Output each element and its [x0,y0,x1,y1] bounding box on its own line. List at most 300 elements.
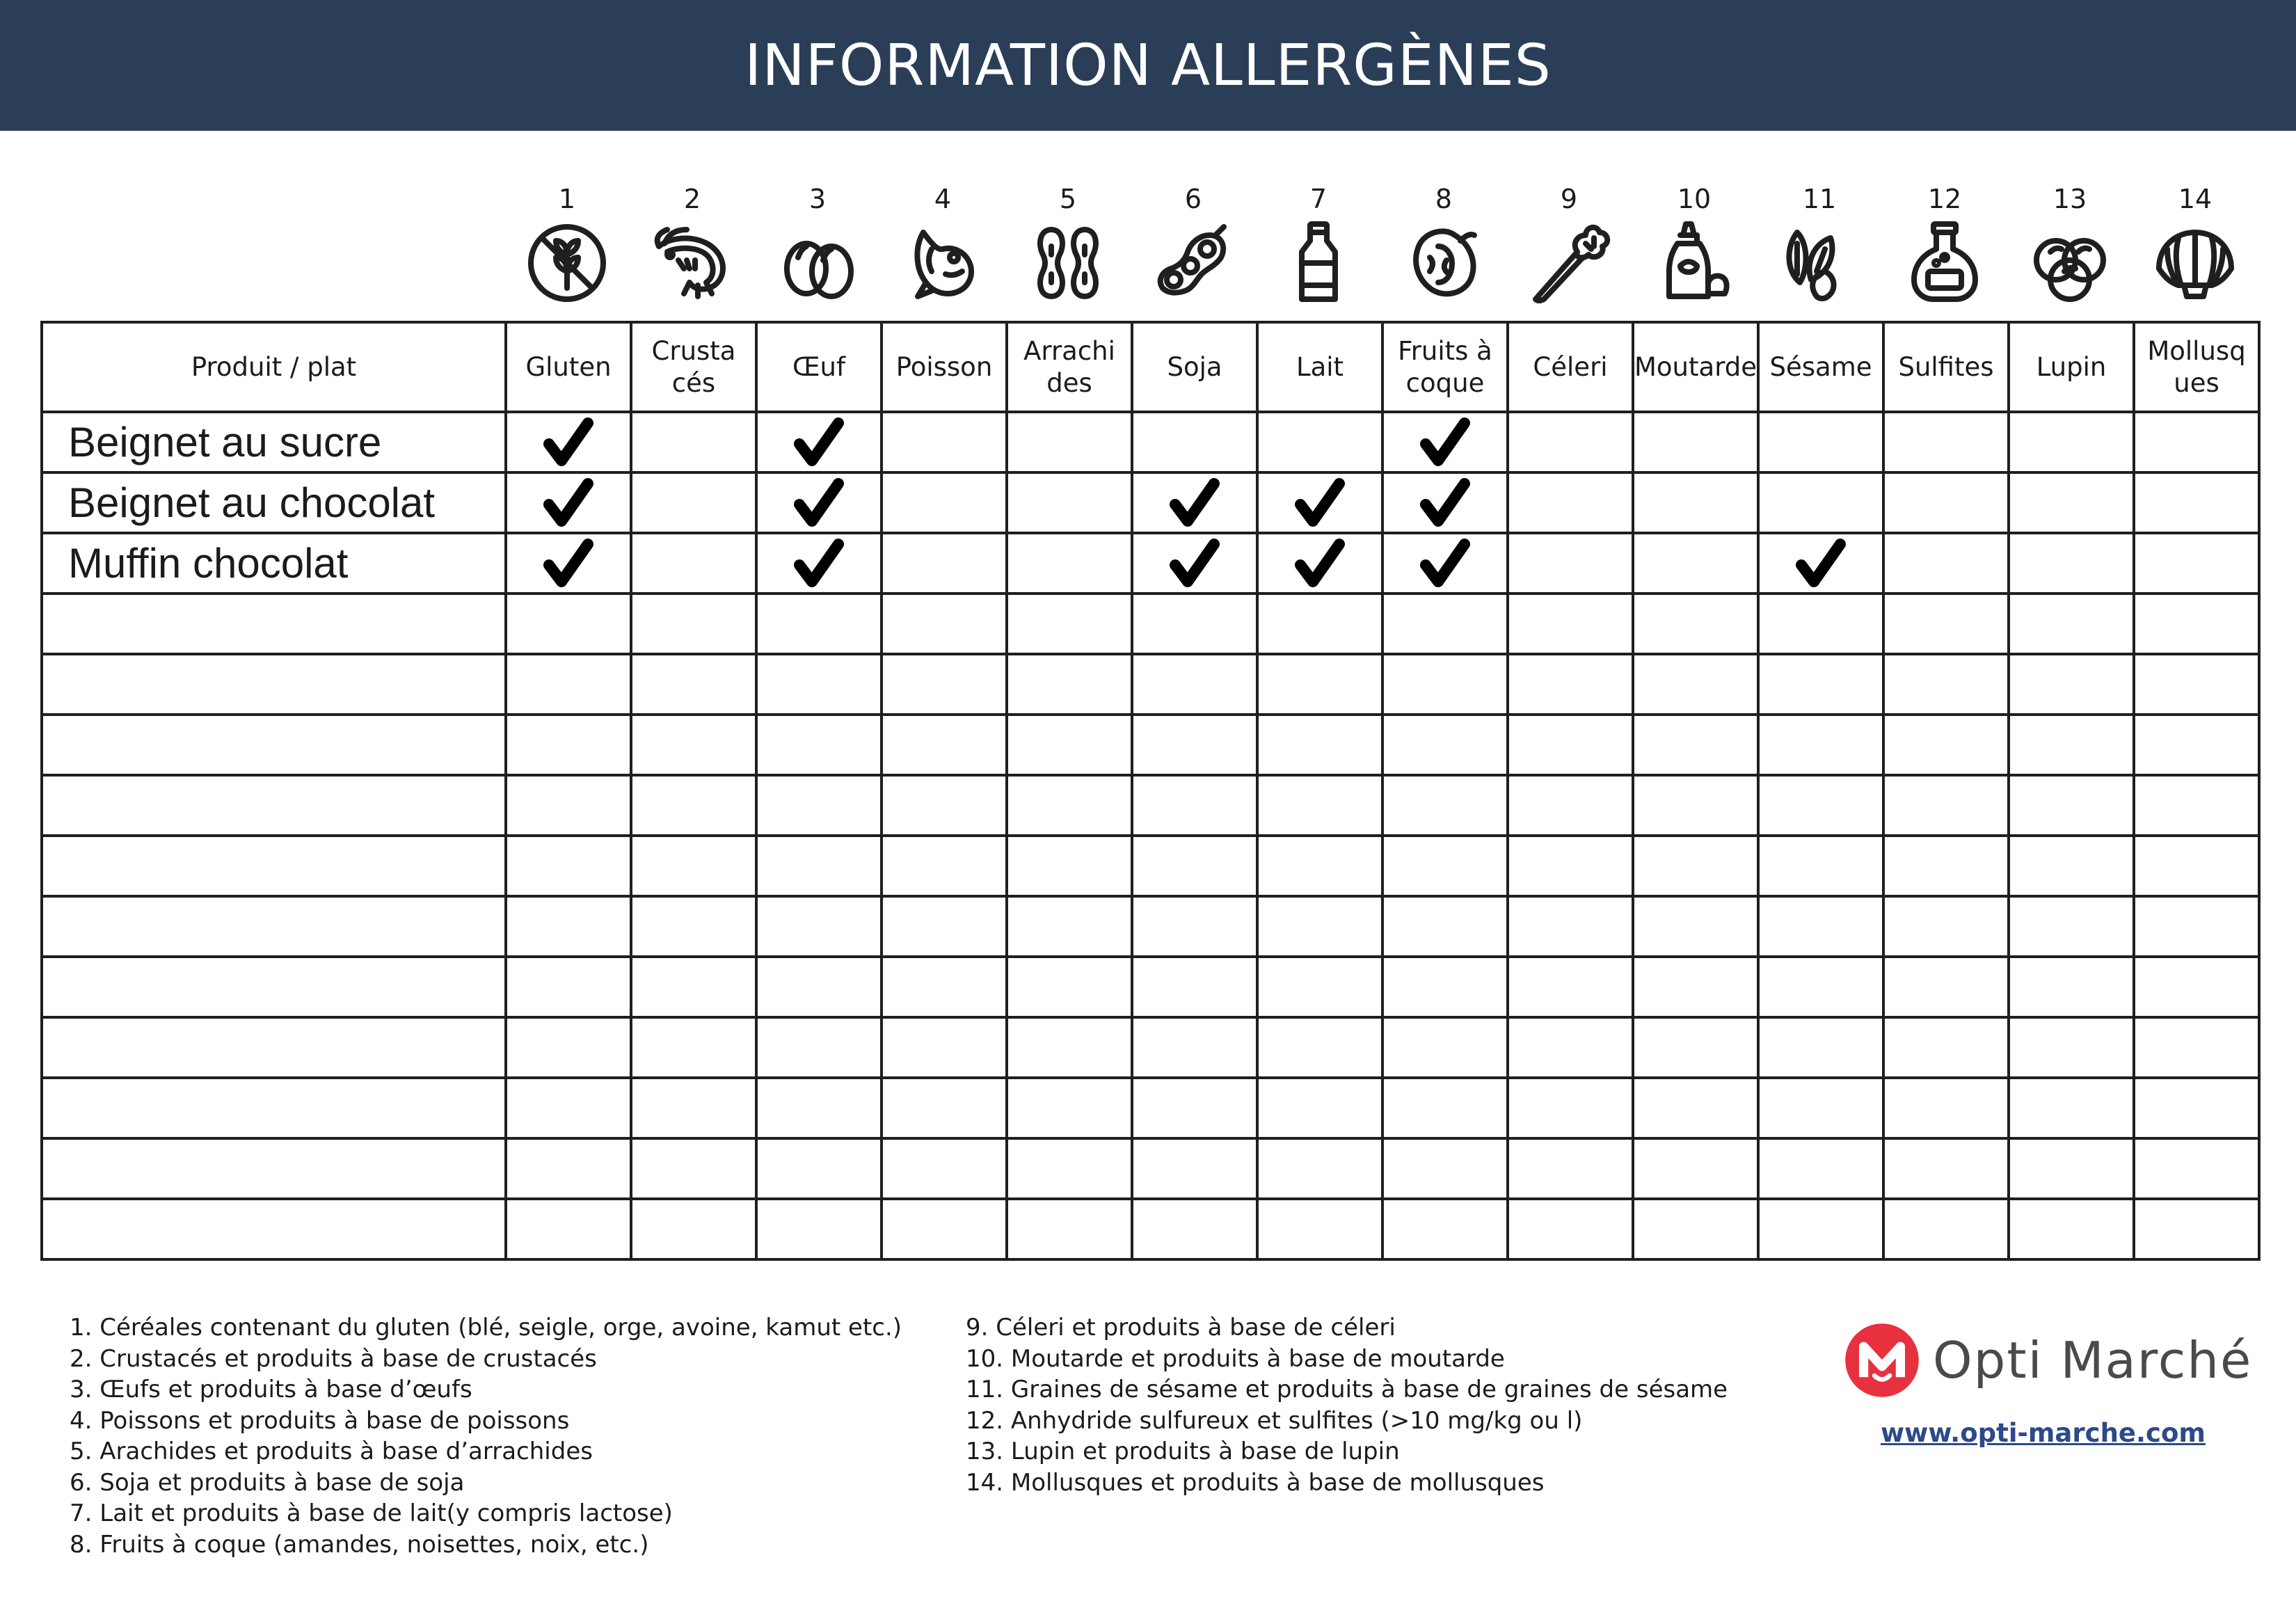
allergen-cell[interactable] [1382,957,1508,1017]
legend-item: 8. Fruits à coque (amandes, noisettes, noix, etc.) [70,1530,649,1559]
allergen-cell[interactable] [1508,1138,1633,1199]
allergen-cell[interactable] [2134,775,2259,836]
allergen-cell[interactable] [1883,412,2009,472]
table-row [42,594,2259,654]
allergen-cell[interactable] [1508,472,1633,533]
allergen-cell[interactable] [1382,775,1508,836]
legend-item: 4. Poissons et produits à base de poissons [70,1406,570,1435]
allergen-cell[interactable] [631,594,756,654]
allergen-cell[interactable] [1132,836,1257,896]
allergen-cell[interactable] [882,715,1007,775]
allergen-cell[interactable] [1257,472,1382,533]
allergen-header-9 [1506,180,1632,319]
allergen-cell[interactable] [1633,654,1758,715]
allergen-cell[interactable] [1007,533,1132,594]
allergen-cell[interactable] [506,412,631,472]
allergen-cell[interactable] [882,533,1007,594]
allergen-cell[interactable] [1007,957,1132,1017]
allergen-cell[interactable] [1633,594,1758,654]
allergen-cell[interactable] [1007,775,1132,836]
allergen-cell[interactable] [1758,896,1883,957]
allergen-cell[interactable] [1758,594,1883,654]
legend-item: 11. Graines de sésame et produits à base de graines de sésame [966,1376,1728,1403]
fish-icon [898,218,987,308]
allergen-cell[interactable] [1758,775,1883,836]
allergen-cell[interactable] [1883,1078,2009,1138]
allergen-label-part: Lupin [2036,351,2107,382]
allergen-cell[interactable] [631,1017,756,1078]
table-row [42,957,2259,1017]
checkmark-icon [1793,536,1849,591]
allergen-cell[interactable] [631,896,756,957]
allergen-cell[interactable] [1132,472,1257,533]
allergen-column-header [2134,322,2259,412]
allergen-cell[interactable] [2134,533,2259,594]
allergen-cell[interactable] [1382,472,1508,533]
allergen-cell[interactable] [756,715,882,775]
allergen-cell[interactable] [1758,957,1883,1017]
allergen-cell[interactable] [506,1017,631,1078]
allergen-cell[interactable] [506,896,631,957]
allergen-cell[interactable] [1758,1199,1883,1259]
allergen-cell[interactable] [882,1078,1007,1138]
allergen-column-header [2009,322,2134,412]
allergen-column-header [756,322,882,412]
product-name-cell[interactable] [42,836,506,896]
allergen-cell[interactable] [2009,896,2134,957]
allergen-cell[interactable] [1633,836,1758,896]
allergen-cell[interactable] [1132,896,1257,957]
allergen-cell[interactable] [1007,1199,1132,1259]
allergen-cell[interactable] [1382,836,1508,896]
allergen-cell[interactable] [2134,836,2259,896]
allergen-number: 8 [1435,184,1453,214]
legend-item: 12. Anhydride sulfureux et sulfites (>10 mg/kg ou l) [966,1406,1583,1435]
allergen-cell[interactable] [2009,957,2134,1017]
allergen-column-header [1508,322,1633,412]
allergen-cell[interactable] [631,533,756,594]
allergen-cell[interactable] [756,472,882,533]
allergen-number: 1 [558,184,576,214]
allergen-cell[interactable] [2009,594,2134,654]
allergen-cell[interactable] [631,1078,756,1138]
allergen-cell[interactable] [882,1199,1007,1259]
allergen-cell[interactable] [1758,836,1883,896]
allergen-cell[interactable] [2009,1199,2134,1259]
allergen-cell[interactable] [506,1078,631,1138]
product-column-header: Produit / plat [42,322,506,412]
allergen-cell[interactable] [1257,412,1382,472]
allergen-column-header [1633,322,1758,412]
allergen-cell[interactable] [2009,836,2134,896]
allergen-cell[interactable] [1007,1138,1132,1199]
allergen-header-13 [2007,180,2132,319]
allergen-cell[interactable] [1007,594,1132,654]
allergen-cell[interactable] [506,533,631,594]
allergen-cell[interactable] [1633,715,1758,775]
allergen-header-11 [1757,180,1882,319]
allergen-cell[interactable] [1007,472,1132,533]
allergen-cell[interactable] [1633,1078,1758,1138]
allergen-header-2 [630,180,755,319]
allergen-cell[interactable] [1883,896,2009,957]
allergen-cell[interactable] [1132,412,1257,472]
legend-item: 7. Lait et produits à base de lait(y compris lactose) [70,1499,673,1527]
milk-icon [1274,218,1363,308]
checkmark-icon [541,475,596,531]
allergen-cell[interactable] [1508,836,1633,896]
allergen-cell[interactable] [882,594,1007,654]
allergen-cell[interactable] [1508,957,1633,1017]
allergen-column-header [1382,322,1508,412]
allergen-cell[interactable] [1257,836,1382,896]
allergen-cell[interactable] [506,836,631,896]
allergen-column-header [882,322,1007,412]
allergen-cell[interactable] [506,1138,631,1199]
allergen-cell[interactable] [1382,715,1508,775]
product-name-cell[interactable] [42,594,506,654]
allergen-cell[interactable] [631,715,756,775]
allergen-cell[interactable] [1883,836,2009,896]
allergen-cell[interactable] [1883,533,2009,594]
allergen-cell[interactable] [1883,957,2009,1017]
allergen-label-part: Gluten [525,351,612,382]
allergen-cell[interactable] [882,836,1007,896]
product-name-cell[interactable] [42,1078,506,1138]
allergen-cell[interactable] [1633,412,1758,472]
allergen-cell[interactable] [1382,1078,1508,1138]
allergen-cell[interactable] [1257,957,1382,1017]
legend-item: 9. Céleri et produits à base de céleri [966,1314,1396,1342]
allergen-cell[interactable] [1758,412,1883,472]
allergen-cell[interactable] [631,775,756,836]
allergen-cell[interactable] [1132,957,1257,1017]
allergen-cell[interactable] [1633,896,1758,957]
allergen-cell[interactable] [1007,896,1132,957]
allergen-cell[interactable] [1758,654,1883,715]
allergen-cell[interactable] [882,654,1007,715]
allergen-cell[interactable] [1508,412,1633,472]
shrimp-icon [648,218,737,308]
allergen-cell[interactable] [756,1199,882,1259]
celery-icon [1524,218,1613,308]
allergen-cell[interactable] [506,775,631,836]
table-row [42,715,2259,775]
allergen-cell[interactable] [882,775,1007,836]
allergen-cell[interactable] [882,1017,1007,1078]
allergen-cell[interactable] [1758,1138,1883,1199]
allergen-header-14 [2132,180,2258,319]
allergen-label-part: Mollusq [2147,335,2246,366]
allergen-cell[interactable] [1132,775,1257,836]
brand-url-link[interactable]: www.opti-marche.com [1881,1418,2206,1448]
allergen-cell[interactable] [506,594,631,654]
product-name-cell[interactable] [42,715,506,775]
allergen-label-part: Moutarde [1634,351,1757,382]
allergen-cell[interactable] [631,836,756,896]
allergen-cell[interactable] [1132,1078,1257,1138]
allergen-cell[interactable] [631,957,756,1017]
allergen-cell[interactable] [1633,472,1758,533]
allergen-label-part: Céleri [1533,351,1608,382]
checkmark-icon [1292,475,1348,531]
checkmark-icon [541,415,596,470]
allergen-cell[interactable] [1508,654,1633,715]
allergen-cell[interactable] [1382,654,1508,715]
allergen-cell[interactable] [756,1078,882,1138]
allergen-cell[interactable] [2134,896,2259,957]
allergen-cell[interactable] [1633,957,1758,1017]
allergen-header-6 [1131,180,1256,319]
allergen-cell[interactable] [1257,1078,1382,1138]
allergen-cell[interactable] [756,775,882,836]
allergen-number: 2 [683,184,701,214]
allergen-cell[interactable] [1007,715,1132,775]
allergen-cell[interactable] [2134,1138,2259,1199]
allergen-cell[interactable] [1508,594,1633,654]
soy-icon [1149,218,1238,308]
allergen-cell[interactable] [756,836,882,896]
lupin-icon [2025,218,2114,308]
allergen-label-part: Œuf [792,351,846,382]
allergen-cell[interactable] [1257,715,1382,775]
allergen-label-part: Sulfites [1898,351,1994,382]
allergen-number: 9 [1560,184,1578,214]
allergen-cell[interactable] [1382,896,1508,957]
allergen-cell[interactable] [1883,472,2009,533]
allergen-cell[interactable] [1382,533,1508,594]
table-row [42,533,2259,594]
table-row [42,1138,2259,1199]
allergen-cell[interactable] [506,1199,631,1259]
allergen-label-part: Arrachi [1023,335,1115,366]
allergen-label-part: ues [2174,367,2219,398]
allergen-cell[interactable] [1132,715,1257,775]
sulfites-icon [1900,218,1989,308]
legend-item: 13. Lupin et produits à base de lupin [966,1438,1400,1465]
product-name-cell[interactable]: Beignet au sucre [42,412,506,472]
allergen-cell[interactable] [756,1138,882,1199]
allergen-cell[interactable] [506,654,631,715]
allergen-cell[interactable] [1382,1017,1508,1078]
allergen-cell[interactable] [1508,775,1633,836]
allergen-number: 11 [1802,184,1837,214]
allergen-cell[interactable] [1382,1138,1508,1199]
allergen-cell[interactable] [756,594,882,654]
table-row [42,836,2259,896]
allergen-cell[interactable] [2134,957,2259,1017]
allergen-cell[interactable] [1758,715,1883,775]
shell-icon [2151,218,2240,308]
product-name-cell[interactable] [42,1017,506,1078]
legend-item: 14. Mollusques et produits à base de mollusques [966,1468,1545,1497]
table-row [42,1078,2259,1138]
allergen-cell[interactable] [631,472,756,533]
allergen-cell[interactable] [756,957,882,1017]
allergen-cell[interactable] [1633,1199,1758,1259]
allergen-cell[interactable] [756,654,882,715]
allergen-cell[interactable] [2009,654,2134,715]
allergen-cell[interactable] [2009,1078,2134,1138]
table-row [42,654,2259,715]
product-name-cell[interactable] [42,654,506,715]
allergen-cell[interactable] [1508,715,1633,775]
allergen-cell[interactable] [1007,412,1132,472]
legend-item: 10. Moutarde et produits à base de moutarde [966,1344,1505,1373]
legend-item: 1. Céréales contenant du gluten (blé, seigle, orge, avoine, kamut etc.) [70,1314,902,1342]
legend-item: 6. Soja et produits à base de soja [70,1468,465,1497]
allergen-cell[interactable] [2134,715,2259,775]
allergen-cell[interactable] [1883,715,2009,775]
allergen-cell[interactable] [506,715,631,775]
allergen-cell[interactable] [1633,533,1758,594]
product-name-cell[interactable] [42,775,506,836]
checkmark-icon [791,536,847,591]
table-header-row [42,322,2259,412]
allergen-cell[interactable] [1508,1199,1633,1259]
allergen-column-header [1007,322,1132,412]
allergen-cell[interactable] [1508,533,1633,594]
product-name-cell[interactable] [42,1138,506,1199]
legend-item: 5. Arachides et produits à base d’arrachides [70,1438,593,1465]
allergen-header-3 [755,180,880,319]
header-banner [0,0,2296,131]
allergen-column-header [1132,322,1257,412]
allergen-cell[interactable] [1382,594,1508,654]
allergen-cell[interactable] [1007,1017,1132,1078]
allergen-cell[interactable] [2009,1017,2134,1078]
allergen-cell[interactable] [2009,1138,2134,1199]
allergen-cell[interactable] [1257,1199,1382,1259]
allergen-cell[interactable] [631,1199,756,1259]
allergen-label-part: coque [1405,367,1485,398]
allergen-column-header [1758,322,1883,412]
allergen-cell[interactable] [1883,1199,2009,1259]
allergen-cell[interactable] [1633,1138,1758,1199]
allergen-cell[interactable] [1257,654,1382,715]
allergen-cell[interactable] [1257,896,1382,957]
allergen-cell[interactable] [2009,775,2134,836]
allergen-cell[interactable] [1508,896,1633,957]
allergen-cell[interactable] [2134,412,2259,472]
allergen-cell[interactable] [1257,775,1382,836]
allergen-cell[interactable] [1883,1017,2009,1078]
allergen-label-part: cés [671,367,716,398]
table-row [42,472,2259,533]
allergen-cell[interactable] [1633,775,1758,836]
table-row [42,1199,2259,1259]
allergen-cell[interactable] [2009,715,2134,775]
allergen-cell[interactable] [1132,533,1257,594]
allergen-cell[interactable] [756,412,882,472]
allergen-column-header [1883,322,2009,412]
allergen-cell[interactable] [2134,472,2259,533]
allergen-cell[interactable] [882,896,1007,957]
allergen-cell[interactable] [1883,594,2009,654]
legend-right [966,1312,1728,1498]
allergen-cell[interactable] [1257,1138,1382,1199]
allergen-cell[interactable] [2009,412,2134,472]
allergen-header-10 [1632,180,1757,319]
allergen-cell[interactable] [1132,654,1257,715]
allergen-cell[interactable] [882,412,1007,472]
table-row [42,896,2259,957]
allergen-cell[interactable] [1758,533,1883,594]
allergen-cell[interactable] [1007,1078,1132,1138]
table-row [42,412,2259,472]
allergen-cell[interactable] [1132,1199,1257,1259]
peanut-icon [1023,218,1113,308]
allergen-cell[interactable] [1883,775,2009,836]
product-name-cell[interactable]: Muffin chocolat [42,533,506,594]
product-name-cell[interactable]: Beignet au chocolat [42,472,506,533]
allergen-cell[interactable] [1132,594,1257,654]
allergen-cell[interactable] [1007,836,1132,896]
allergen-cell[interactable] [1508,1017,1633,1078]
allergen-cell[interactable] [1257,1017,1382,1078]
allergen-cell[interactable] [1758,472,1883,533]
allergen-cell[interactable] [1382,412,1508,472]
legend-left [70,1312,902,1560]
allergen-header-5 [1005,180,1131,319]
allergen-cell[interactable] [2134,1017,2259,1078]
allergen-cell[interactable] [1883,654,2009,715]
allergen-cell[interactable] [1257,533,1382,594]
allergen-cell[interactable] [631,1138,756,1199]
allergen-cell[interactable] [1132,1017,1257,1078]
product-name-cell[interactable] [42,957,506,1017]
allergen-cell[interactable] [756,533,882,594]
allergen-cell[interactable] [882,957,1007,1017]
nut-icon [1399,218,1488,308]
allergen-cell[interactable] [1007,654,1132,715]
allergen-cell[interactable] [2009,472,2134,533]
legend-item: 3. Œufs et produits à base d’œufs [70,1376,472,1403]
allergen-cell[interactable] [1758,1017,1883,1078]
checkmark-icon [1167,536,1222,591]
allergen-cell[interactable] [2134,594,2259,654]
brand-name: Opti Marché [1933,1331,2253,1390]
allergen-cell[interactable] [506,957,631,1017]
allergen-cell[interactable] [2134,1199,2259,1259]
brand-block [1844,1322,2261,1448]
allergen-cell[interactable] [2009,533,2134,594]
allergen-cell[interactable] [1758,1078,1883,1138]
allergen-cell[interactable] [506,472,631,533]
allergen-cell[interactable] [882,472,1007,533]
allergen-cell[interactable] [756,896,882,957]
allergen-number: 14 [2178,184,2213,214]
allergen-cell[interactable] [1508,1078,1633,1138]
product-name-cell[interactable] [42,1199,506,1259]
checkmark-icon [1417,536,1473,591]
allergen-cell[interactable] [1132,1138,1257,1199]
product-name-cell[interactable] [42,896,506,957]
checkmark-icon [791,415,847,470]
allergen-cell[interactable] [631,654,756,715]
allergen-cell[interactable] [756,1017,882,1078]
allergen-header-1 [504,180,630,319]
allergen-cell[interactable] [1257,594,1382,654]
allergen-cell[interactable] [882,1138,1007,1199]
allergen-cell[interactable] [2134,1078,2259,1138]
allergen-cell[interactable] [1382,1199,1508,1259]
allergen-cell[interactable] [2134,654,2259,715]
allergen-cell[interactable] [631,412,756,472]
allergen-column-header [1257,322,1382,412]
allergen-cell[interactable] [1633,1017,1758,1078]
allergen-cell[interactable] [1883,1138,2009,1199]
